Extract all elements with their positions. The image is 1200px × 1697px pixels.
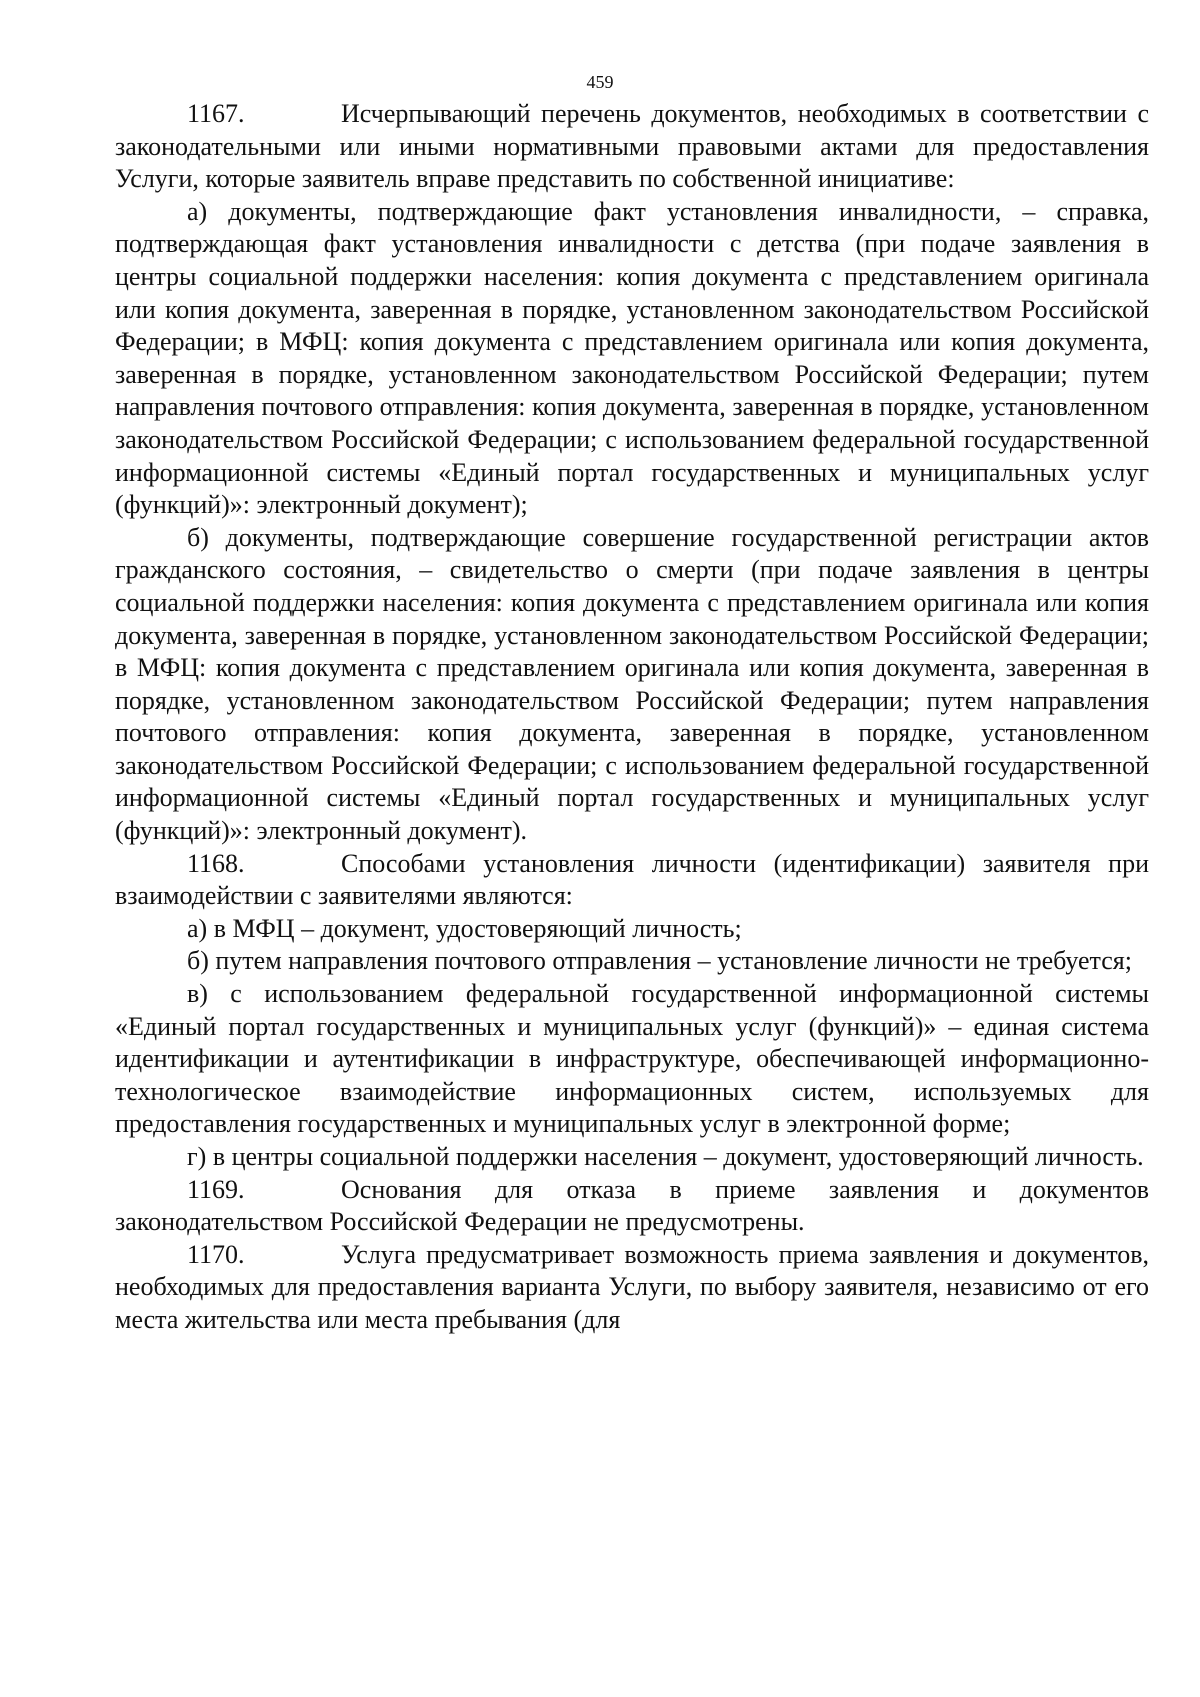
paragraph-text: б) путем направления почтового отправления – установление личности не требуется; (187, 946, 1132, 976)
paragraph-1169 (115, 1174, 1149, 1239)
clause-number: 1168. (187, 848, 245, 878)
paragraph-1167 (115, 98, 1149, 196)
page-number: 459 (586, 72, 614, 92)
document-body (115, 98, 1149, 1337)
paragraph-text: Услуга предусматривает возможность приема заявления и документов, необходимых для предоставления варианта Услуги, по выбору заявителя, независимо от его места жительства или места пребывания (для (115, 1239, 1149, 1334)
paragraph-1167-b (115, 522, 1149, 848)
paragraph-text: Способами установления личности (идентификации) заявителя при взаимодействии с заявителями являются: (115, 848, 1149, 911)
paragraph-1168-b (115, 945, 1149, 978)
paragraph-text: Основания для отказа в приеме заявления и документов законодательством Российской Федерации не предусмотрены. (115, 1174, 1149, 1237)
paragraph-1170 (115, 1239, 1149, 1337)
paragraph-text: г) в центры социальной поддержки населения – документ, удостоверяющий личность. (187, 1142, 1144, 1171)
clause-number: 1167. (187, 99, 245, 128)
clause-number: 1169. (187, 1174, 245, 1204)
paragraph-text: б) документы, подтверждающие совершение государственной регистрации актов гражданского состояния, – свидетельство о смерти (при подаче заявления в центры социальной поддержки населения: копия документа с представлением оригинала или копия документа, заверенная в порядке, установленном законодательством Российской Федерации; в МФЦ: копия документа с представлением оригинала или копия документа, заверенная в порядке, установленном законодательством Российской Федерации; путем направления почтового отправления: копия документа, заверенная в порядке, установленном законодательством Российской Федерации; с использованием федеральной государственной информационной системы «Единый портал государственных и муниципальных услуг (функций)»: электронный документ). (115, 522, 1149, 846)
paragraph-1168-v (115, 978, 1149, 1141)
paragraph-1168-a (115, 913, 1149, 946)
paragraph-1168-g (115, 1141, 1149, 1174)
paragraph-1168 (115, 848, 1149, 913)
paragraph-text: а) документы, подтверждающие факт установления инвалидности, – справка, подтверждающая факт установления инвалидности с детства (при подаче заявления в центры социальной поддержки населения: копия документа с представлением оригинала или копия документа, заверенная в порядке, установленном законодательством Российской Федерации; в МФЦ: копия документа с представлением оригинала или копия документа, заверенная в порядке, установленном законодательством Российской Федерации; путем направления почтового отправления: копия документа, заверенная в порядке, установленном законодательством Российской Федерации; с использованием федеральной государственной информационной системы «Единый портал государственных и муниципальных услуг (функций)»: электронный документ); (115, 196, 1149, 520)
clause-number: 1170. (187, 1239, 245, 1269)
paragraph-text: Исчерпывающий перечень документов, необходимых в соответствии с законодательными или иными нормативными правовыми актами для предоставления Услуги, которые заявитель вправе представить по собственной инициативе: (115, 99, 1149, 194)
paragraph-text: в) с использованием федеральной государственной информационной системы «Единый портал государственных и муниципальных услуг (функций)» – единая система идентификации и аутентификации в инфраструктуре, обеспечивающей информационно-технологическое взаимодействие информационных систем, используемых для предоставления государственных и муниципальных услуг в электронной форме; (115, 979, 1149, 1139)
paragraph-text: а) в МФЦ – документ, удостоверяющий личность; (187, 913, 742, 943)
paragraph-1167-a (115, 196, 1149, 522)
